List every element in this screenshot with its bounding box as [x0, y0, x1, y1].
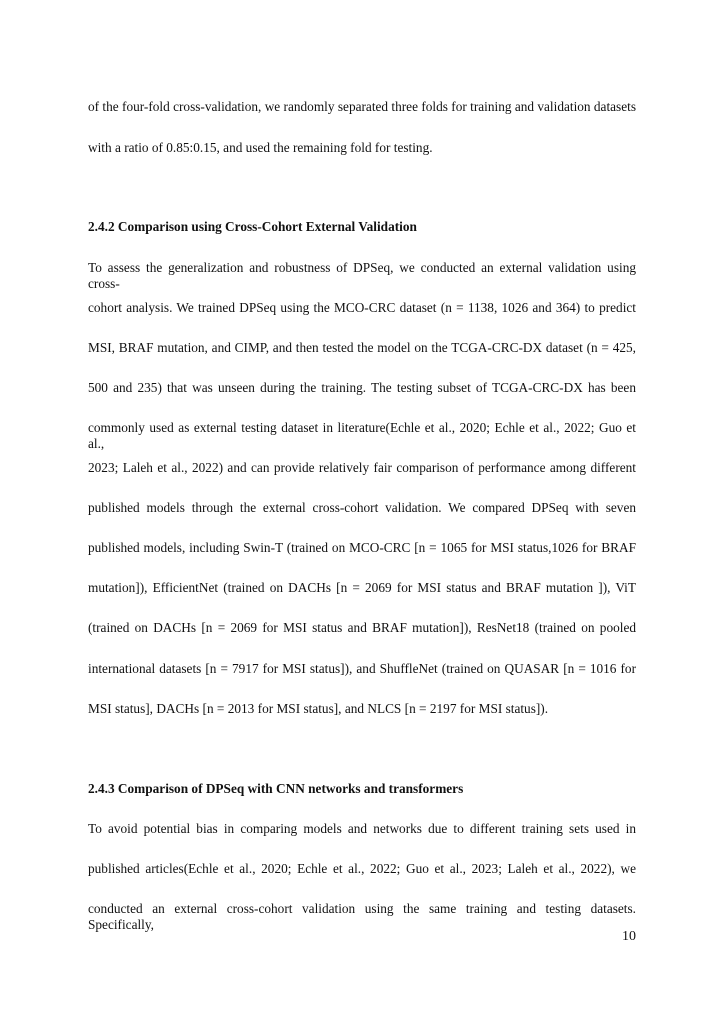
- text-line: published models through the external cross-cohort validation. We compared DPSeq with seven: [88, 500, 636, 515]
- section-heading: 2.4.2 Comparison using Cross-Cohort External Validation: [88, 219, 417, 234]
- text-line: published models, including Swin-T (trained on MCO-CRC [n = 1065 for MSI status,1026 for BRAF: [88, 540, 636, 555]
- text-line: published articles(Echle et al., 2020; Echle et al., 2022; Guo et al., 2023; Laleh et al., 2022), we: [88, 861, 636, 876]
- text-line: To avoid potential bias in comparing models and networks due to different training sets used in: [88, 821, 636, 836]
- text-line: of the four-fold cross-validation, we randomly separated three folds for training and validation datasets: [88, 99, 636, 114]
- text-line: mutation]), EfficientNet (trained on DACHs [n = 2069 for MSI status and BRAF mutation ]), ViT: [88, 580, 636, 595]
- text-line: MSI, BRAF mutation, and CIMP, and then tested the model on the TCGA-CRC-DX dataset (n = 425,: [88, 340, 636, 355]
- text-line: international datasets [n = 7917 for MSI status]), and ShuffleNet (trained on QUASAR [n = 1016 for: [88, 661, 636, 676]
- text-line: conducted an external cross-cohort validation using the same training and testing datasets. Specifically,: [88, 901, 636, 932]
- text-line: (trained on DACHs [n = 2069 for MSI status and BRAF mutation]), ResNet18 (trained on pooled: [88, 620, 636, 635]
- text-line: cohort analysis. We trained DPSeq using the MCO-CRC dataset (n = 1138, 1026 and 364) to predict: [88, 300, 636, 315]
- section-heading: 2.4.3 Comparison of DPSeq with CNN networks and transformers: [88, 781, 464, 796]
- text-line: commonly used as external testing dataset in literature(Echle et al., 2020; Echle et al., 2022; Guo et al.,: [88, 420, 636, 451]
- text-line: with a ratio of 0.85:0.15, and used the remaining fold for testing.: [88, 140, 433, 155]
- text-line: 500 and 235) that was unseen during the training. The testing subset of TCGA-CRC-DX has been: [88, 380, 636, 395]
- text-line: MSI status], DACHs [n = 2013 for MSI status], and NLCS [n = 2197 for MSI status]).: [88, 701, 549, 716]
- text-line: 2023; Laleh et al., 2022) and can provide relatively fair comparison of performance among different: [88, 460, 636, 475]
- page-number: 10: [622, 929, 636, 944]
- text-line: To assess the generalization and robustness of DPSeq, we conducted an external validation using cross-: [88, 260, 636, 291]
